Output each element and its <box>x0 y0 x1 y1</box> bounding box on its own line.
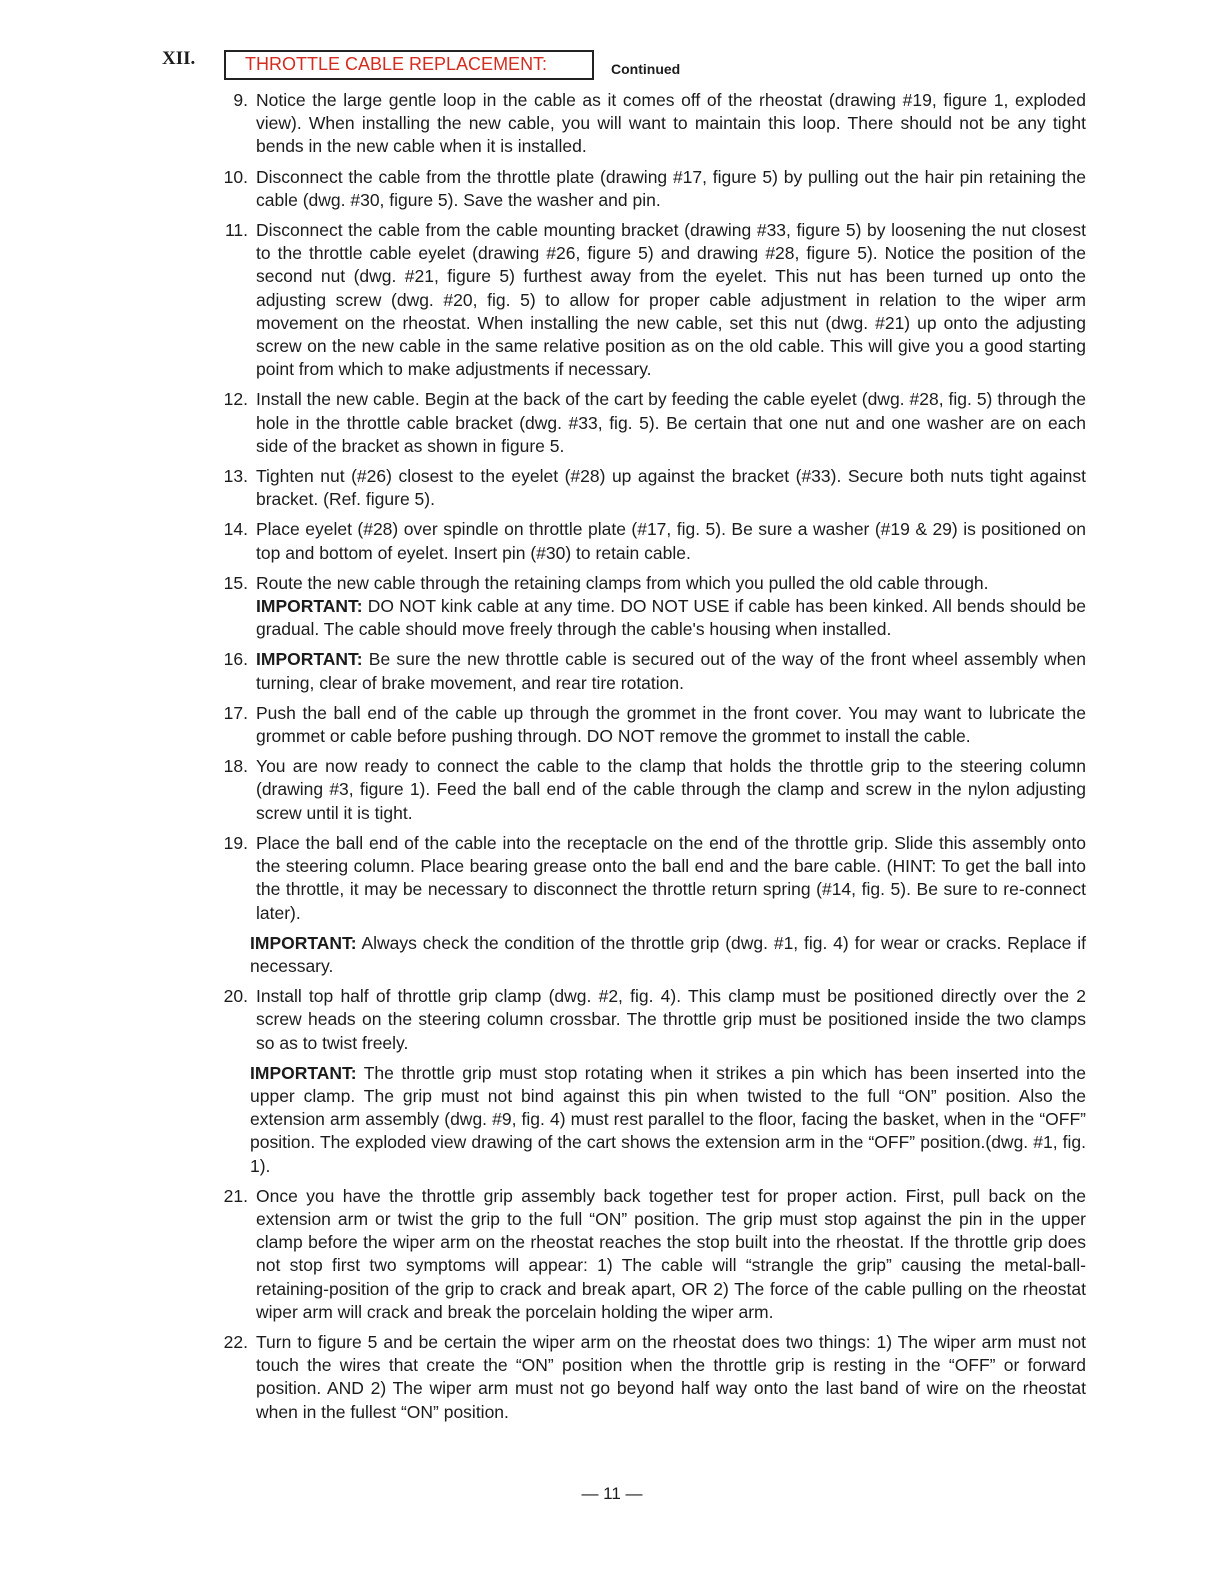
item-text-main: Be sure the new throttle cable is secured out of the way of the front wheel assembly when turning, clear of brake movement, and rear tire rotation. <box>256 649 1086 693</box>
item-text-main: Route the new cable through the retaining clamps from which you pulled the old cable through. <box>256 572 989 593</box>
instruction-list <box>214 89 1086 1431</box>
item-text <box>256 572 1086 642</box>
item-number: 21. <box>223 1185 248 1206</box>
list-item <box>214 832 1086 925</box>
item-text: Install the new cable. Begin at the back of the cart by feeding the cable eyelet (dwg. #28, fig. 5) through the hole in the throttle cable bracket (dwg. #33, fig. 5). Be certain that one nut and one washer are on each side of the bracket as shown in figure 5. <box>256 389 1086 456</box>
important-text: Always check the condition of the throttle grip (dwg. #1, fig. 4) for wear or cracks. Replace if necessary. <box>250 932 1086 976</box>
list-item <box>214 518 1086 564</box>
item-number: 19. <box>223 832 248 853</box>
list-item <box>214 648 1086 694</box>
list-item <box>214 572 1086 642</box>
list-item <box>214 465 1086 511</box>
section-title: THROTTLE CABLE REPLACEMENT: <box>245 54 548 74</box>
important-note <box>250 932 1086 978</box>
item-text: Place eyelet (#28) over spindle on throttle plate (#17, fig. 5). Be sure a washer (#19 & 29) is positioned on top and bottom of eyelet. Insert pin (#30) to retain cable. <box>256 519 1086 563</box>
item-number: 10. <box>223 166 248 187</box>
item-text: Notice the large gentle loop in the cable as it comes off of the rheostat (drawing #19, figure 1, exploded view). When installing the new cable, you will want to maintain this loop. There should not be any tight bends in the new cable when it is installed. <box>256 90 1086 157</box>
important-note <box>250 1062 1086 1178</box>
page-number: — 11 — <box>581 1484 643 1503</box>
list-item <box>214 219 1086 381</box>
item-number: 14. <box>223 519 248 540</box>
item-number: 15. <box>223 572 248 593</box>
list-item <box>214 1331 1086 1424</box>
item-text: Install top half of throttle grip clamp (dwg. #2, fig. 4). This clamp must be positioned directly over the 2 screw heads on the steering column crossbar. The throttle grip must be positioned inside the two clamps so as to twist freely. <box>256 986 1086 1053</box>
list-item <box>214 702 1086 748</box>
item-text: Disconnect the cable from the throttle plate (drawing #17, figure 5) by pulling out the hair pin retaining the cable (dwg. #30, figure 5). Save the washer and pin. <box>256 166 1086 210</box>
item-text: Disconnect the cable from the cable mounting bracket (drawing #33, figure 5) by loosening the nut closest to the throttle cable eyelet (drawing #26, figure 5) and drawing #28, figure 5). Notice the position of the second nut (dwg. #21, figure 5) furthest away from the eyelet. This nut has been turned up onto the adjusting screw (dwg. #20, fig. 5) to allow for proper cable adjustment in relation to the wiper arm movement on the rheostat. When installing the new cable, set this nut (dwg. #21) up onto the adjusting screw on the new cable in the same relative position as on the old cable. This will give you a good starting point from which to make adjustments if necessary. <box>256 220 1086 380</box>
list-item <box>214 89 1086 159</box>
section-number: XII. <box>162 48 196 69</box>
item-text: Place the ball end of the cable into the receptacle on the end of the throttle grip. Slide this assembly onto the steering column. Place bearing grease onto the ball end and the bare cable. (HINT: To get the ball into the throttle, it may be necessary to disconnect the throttle return spring (#14, fig. 5). Be sure to re-connect later). <box>256 832 1086 923</box>
item-text: Push the ball end of the cable up through the grommet in the front cover. You may want to lubricate the grommet or cable before pushing through. DO NOT remove the grommet to install the cable. <box>256 702 1086 747</box>
list-item <box>214 166 1086 212</box>
item-number: 20. <box>223 986 248 1007</box>
item-number: 13. <box>223 466 248 487</box>
item-number: 16. <box>223 649 248 670</box>
important-label: IMPORTANT: <box>250 1062 357 1083</box>
item-text: You are now ready to connect the cable to the clamp that holds the throttle grip to the steering column (drawing #3, figure 1). Feed the ball end of the cable through the clamp and screw in the nylon adjusting screw until it is tight. <box>256 756 1086 823</box>
item-number: 17. <box>223 702 248 723</box>
item-number: 22. <box>223 1331 248 1352</box>
list-item <box>214 755 1086 825</box>
item-number: 9. <box>233 90 248 110</box>
item-number: 11. <box>224 220 248 241</box>
list-item <box>214 1185 1086 1324</box>
important-label: IMPORTANT: <box>250 932 357 953</box>
important-text: DO NOT kink cable at any time. DO NOT USE if cable has been kinked. All bends should be gradual. The cable should move freely through the cable's housing when installed. <box>256 596 1086 640</box>
list-item <box>214 985 1086 1055</box>
item-text: Tighten nut (#26) closest to the eyelet (#28) up against the bracket (#33). Secure both nuts tight against bracket. (Ref. figure 5). <box>256 466 1086 510</box>
important-text: The throttle grip must stop rotating when it strikes a pin which has been inserted into the upper clamp. The grip must not bind against this pin when twisted to the full “ON” position. Also the extension arm assembly (dwg. #9, fig. 4) must rest parallel to the floor, facing the basket, when in the “OFF” position. The exploded view drawing of the cart shows the extension arm in the “OFF” position.(dwg. #1, fig. 1). <box>250 1062 1086 1176</box>
continued-label: Continued <box>611 61 681 77</box>
important-label: IMPORTANT: <box>256 649 363 670</box>
item-text: Turn to figure 5 and be certain the wiper arm on the rheostat does two things: 1) The wiper arm must not touch the wires that create the “ON” position when the throttle grip is resting in the “OFF” or forward position. AND 2) The wiper arm must not go beyond half way onto the last band of wire on the rheostat when in the fullest “ON” position. <box>256 1331 1086 1422</box>
list-item <box>214 388 1086 458</box>
important-label: IMPORTANT: <box>256 596 363 617</box>
item-number: 12. <box>223 389 248 410</box>
item-number: 18. <box>223 756 248 777</box>
item-text: Once you have the throttle grip assembly back together test for proper action. First, pull back on the extension arm or twist the grip to the full “ON” position. The grip must stop against the pin in the upper clamp before the wiper arm on the rheostat reaches the stop built into the rheostat. If the throttle grip does not stop first two symptoms will appear: 1) The cable will “strangle the grip” causing the metal-ball-retaining-position of the grip to crack and break apart, OR 2) The force of the cable pulling on the rheostat wiper arm will crack and break the porcelain holding the wiper arm. <box>256 1185 1086 1322</box>
item-text <box>256 648 1086 694</box>
